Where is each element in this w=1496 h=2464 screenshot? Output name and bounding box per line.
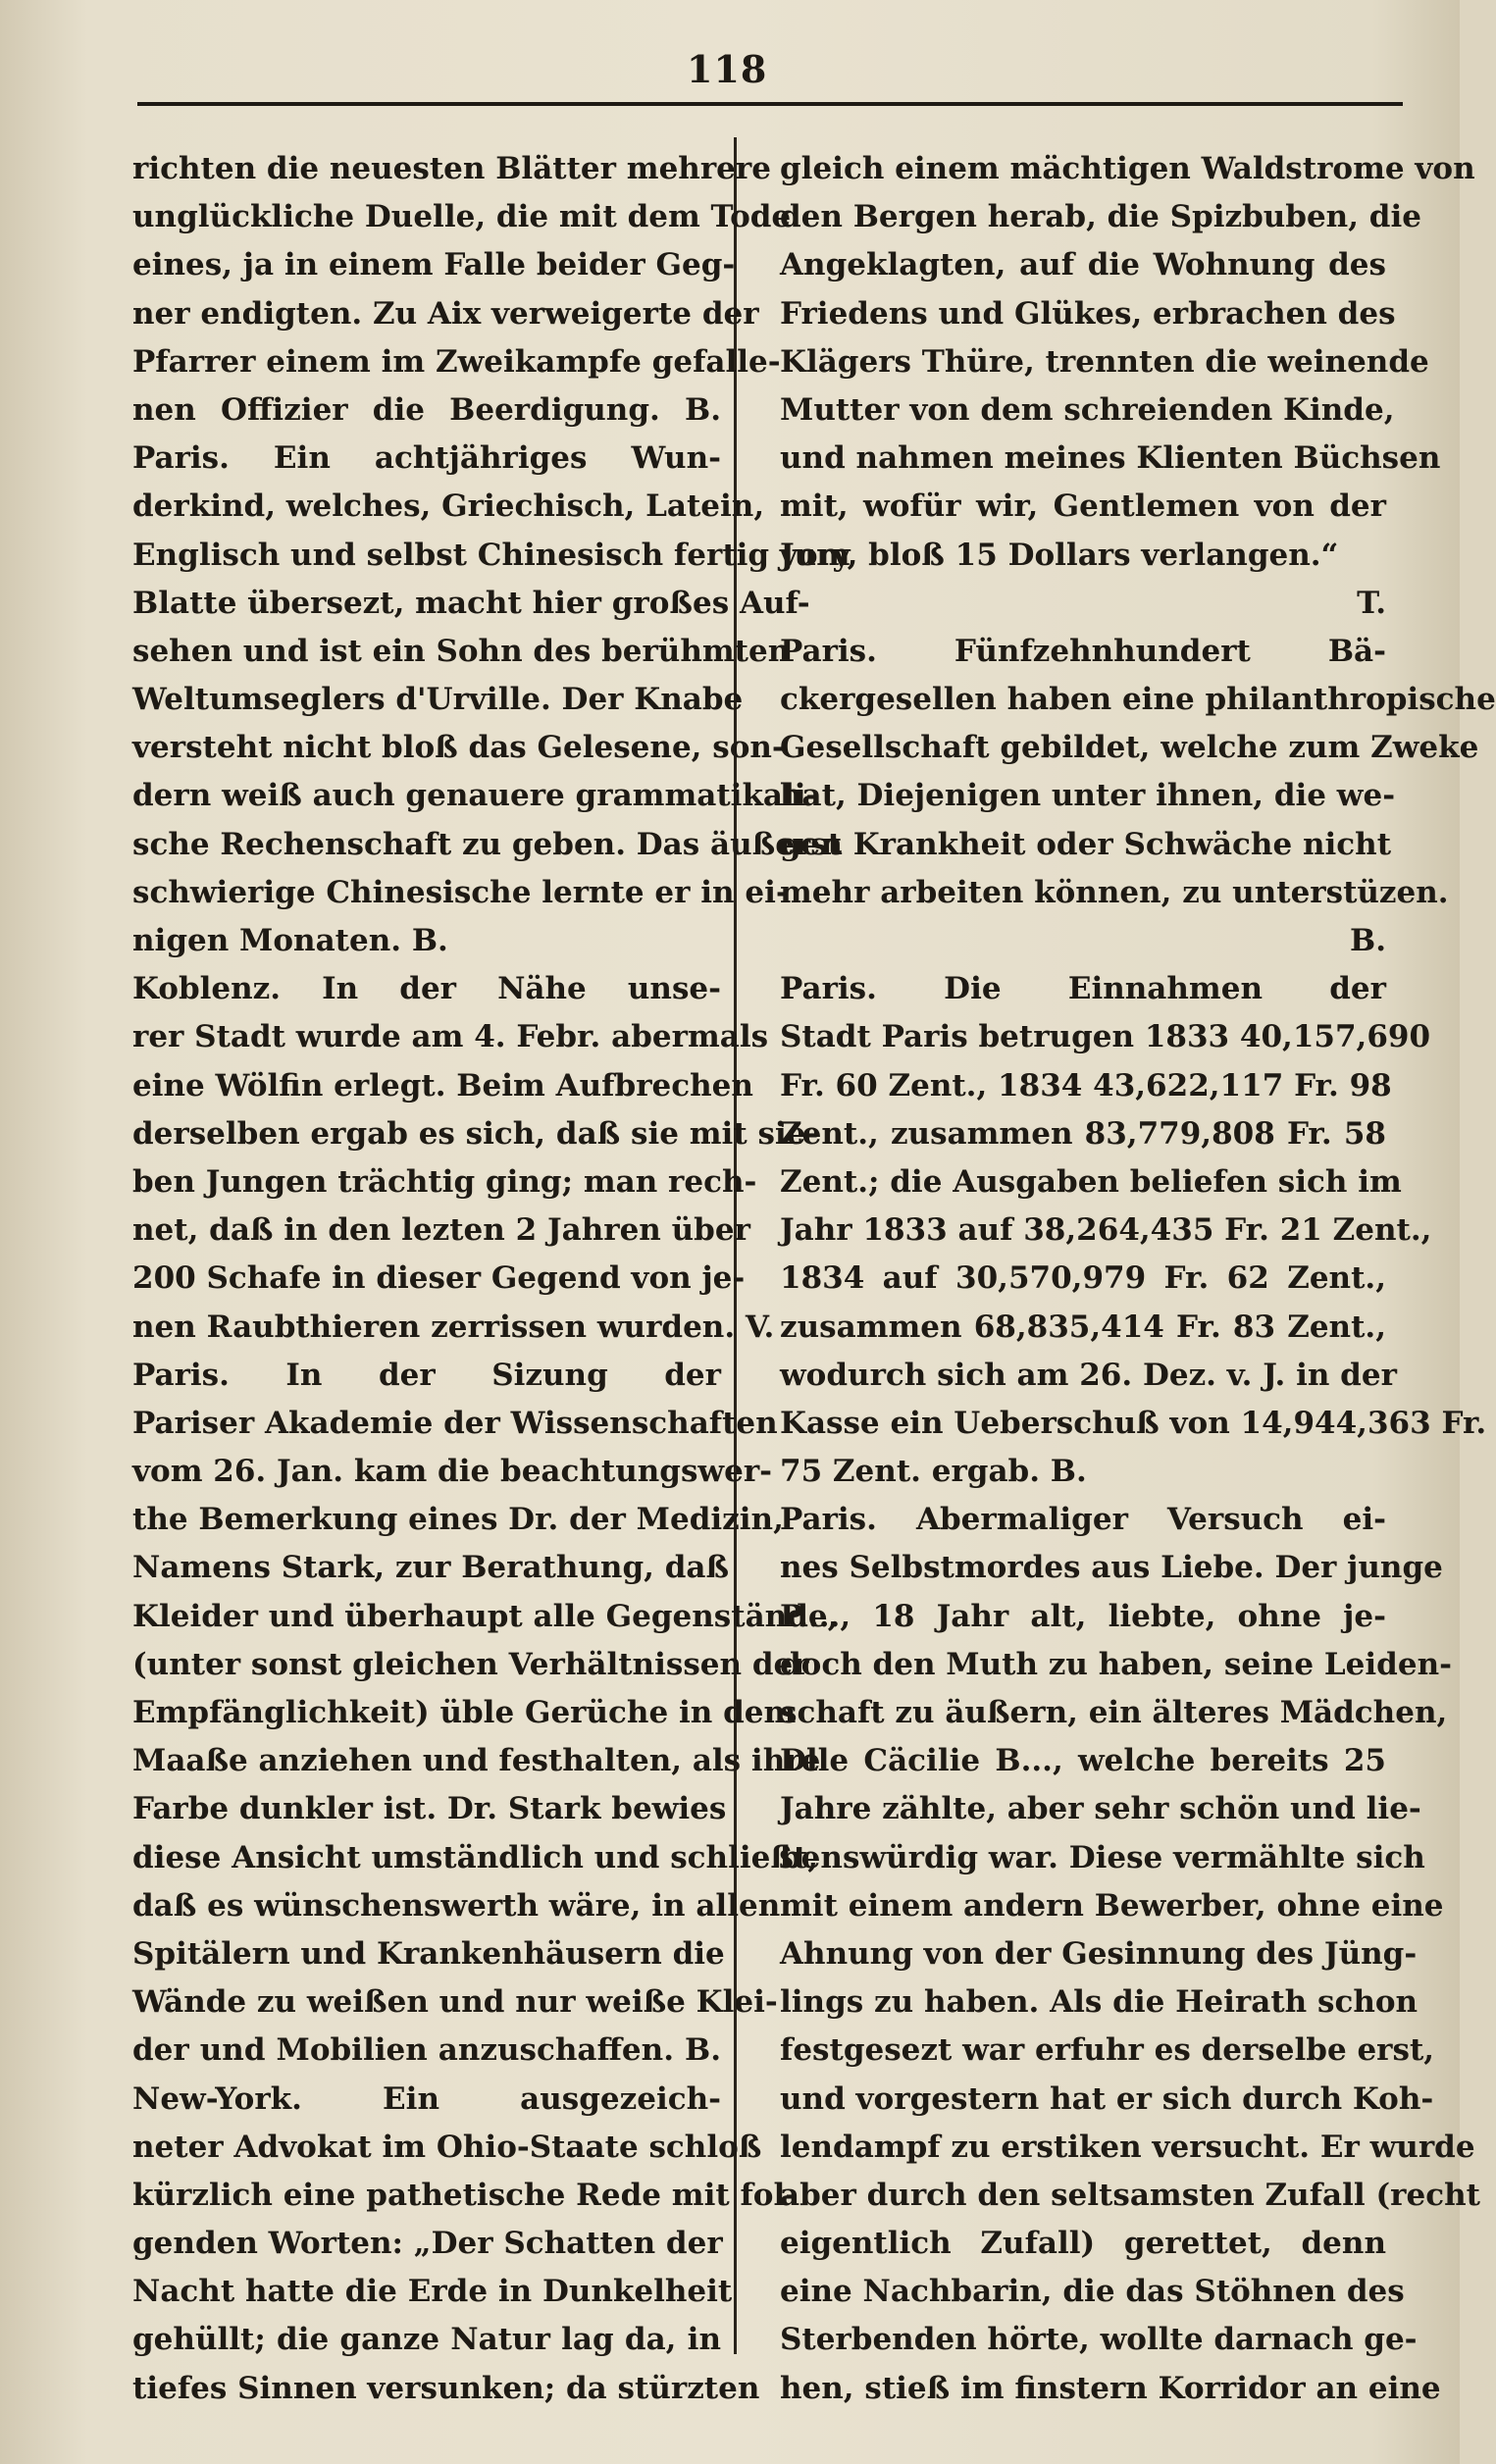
text-line: und vorgestern hat er sich durch Koh- [780,2080,1434,2117]
text-line: Pariser Akademie der Wissenschaften [132,1405,778,1441]
text-line: unglückliche Duelle, die mit dem Tode [132,199,792,235]
text-line: mit, wofür wir, Gentlemen von der [780,488,1386,525]
text-line: ner endigten. Zu Aix verweigerte der [132,295,759,332]
text-line: zusammen 68,835,414 Fr. 83 Zent., [780,1309,1386,1345]
text-line: wodurch sich am 26. Dez. v. J. in der [780,1357,1397,1393]
text-line: Jahr 1833 auf 38,264,435 Fr. 21 Zent., [780,1212,1432,1249]
text-line: eines, ja in einem Falle beider Geg- [132,247,736,283]
text-line: gehüllt; die ganze Natur lag da, in [132,2322,721,2358]
text-line: hen, stieß im finstern Korridor an eine [780,2370,1441,2406]
text-line: nen Raubthieren zerrissen wurden. V. [132,1309,775,1345]
text-line: schwierige Chinesische lernte er in ei- [132,874,789,910]
text-line: doch den Muth zu haben, seine Leiden- [780,1646,1452,1682]
text-line: 1834 auf 30,570,979 Fr. 62 Zent., [780,1260,1386,1297]
text-line: Zent.; die Ausgaben beliefen sich im [780,1163,1402,1200]
text-line: eigentlich Zufall) gerettet, denn [780,2226,1386,2262]
text-line: (unter sonst gleichen Verhältnissen der [132,1646,809,1682]
text-line: gen Krankheit oder Schwäche nicht [780,826,1392,862]
text-line: Maaße anziehen und festhalten, als ihre [132,1743,821,1779]
text-line: derselben ergab es sich, daß sie mit sie- [132,1115,819,1152]
text-line: B. [1350,923,1386,958]
text-line: Paris. Fünfzehnhundert Bä- [780,633,1386,669]
text-line: Spitälern und Krankenhäusern die [132,1935,725,1972]
text-line: the Bemerkung eines Dr. der Medizin, [132,1502,784,1538]
text-line: neter Advokat im Ohio-Staate schloß [132,2129,762,2165]
text-line: derkind, welches, Griechisch, Latein, [132,488,765,525]
text-line: vom 26. Jan. kam die beachtungswer- [132,1454,773,1490]
text-line: eine Nachbarin, die das Stöhnen des [780,2274,1405,2310]
text-line: aber durch den seltsamsten Zufall (recht [780,2177,1480,2213]
text-line: eine Wölfin erlegt. Beim Aufbrechen [132,1067,753,1104]
text-line: Zent., zusammen 83,779,808 Fr. 58 [780,1115,1386,1152]
text-line: den Bergen herab, die Spizbuben, die [780,199,1421,235]
header-rule [137,102,1403,106]
text-line: sche Rechenschaft zu geben. Das äußerst [132,826,843,862]
text-line: net, daß in den lezten 2 Jahren über [132,1212,750,1249]
text-line: Mutter von dem schreienden Kinde, [780,391,1395,428]
text-line: T. [1357,585,1386,621]
text-line: hat, Diejenigen unter ihnen, die we- [780,778,1396,814]
text-line: Dlle Cäcilie B..., welche bereits 25 [780,1743,1386,1779]
text-line: nen Offizier die Beerdigung. B. [132,391,721,428]
text-line: Jury, bloß 15 Dollars verlangen.“ [780,537,1339,573]
text-line: Paris. Ein achtjähriges Wun- [132,440,721,477]
text-line: gleich einem mächtigen Waldstrome von [780,151,1475,186]
text-line: Farbe dunkler ist. Dr. Stark bewies [132,1791,727,1827]
right-column [780,145,1496,2413]
text-line: Blatte übersezt, macht hier großes Auf- [132,585,810,621]
text-line: nigen Monaten. B. [132,923,448,958]
text-line: Friedens und Glükes, erbrachen des [780,295,1396,332]
text-line: Jahre zählte, aber sehr schön und lie- [780,1791,1421,1827]
text-line: der und Mobilien anzuschaffen. B. [132,2032,721,2069]
text-line: versteht nicht bloß das Gelesene, son- [132,730,785,766]
text-line: Pfarrer einem im Zweikampfe gefalle- [132,343,781,380]
text-line: nes Selbstmordes aus Liebe. Der junge [780,1550,1443,1586]
text-line: schaft zu äußern, ein älteres Mädchen, [780,1695,1448,1730]
text-line: Fr. 60 Zent., 1834 43,622,117 Fr. 98 [780,1067,1392,1104]
text-line: Englisch und selbst Chinesisch fertig vom [132,537,851,573]
text-line: Kasse ein Ueberschuß von 14,944,363 Fr. [780,1405,1487,1441]
text-line: Stadt Paris betrugen 1833 40,157,690 [780,1019,1431,1055]
text-line: Paris. Die Einnahmen der [780,971,1386,1007]
text-line: Wände zu weißen und nur weiße Klei- [132,1984,778,2021]
text-line: rer Stadt wurde am 4. Febr. abermals [132,1019,769,1055]
text-line: genden Worten: „Der Schatten der [132,2226,723,2262]
text-line: Ahnung von der Gesinnung des Jüng- [780,1935,1418,1972]
text-line: festgesezt war erfuhr es derselbe erst, [780,2032,1435,2069]
text-line: 75 Zent. ergab. B. [780,1454,1087,1490]
text-line: Namens Stark, zur Berathung, daß [132,1550,730,1586]
text-line: Koblenz. In der Nähe unse- [132,971,721,1007]
text-line: New-York. Ein ausgezeich- [132,2080,721,2117]
text-line: und nahmen meines Klienten Büchsen [780,440,1441,477]
text-line: Paris. Abermaliger Versuch ei- [780,1502,1386,1538]
text-line: 200 Schafe in dieser Gegend von je- [132,1260,746,1297]
text-line: Sterbenden hörte, wollte darnach ge- [780,2322,1418,2358]
text-line: P...., 18 Jahr alt, liebte, ohne je- [780,1598,1386,1634]
text-line: Angeklagten, auf die Wohnung des [780,247,1386,283]
text-line: kürzlich eine pathetische Rede mit fol- [132,2177,799,2213]
text-line: ben Jungen trächtig ging; man rech- [132,1163,757,1200]
text-line: Klägers Thüre, trennten die weinende [780,343,1429,380]
text-line: Weltumseglers d'Urville. Der Knabe [132,682,744,718]
text-line: lings zu haben. Als die Heirath schon [780,1984,1419,2021]
text-line: Gesellschaft gebildet, welche zum Zweke [780,730,1479,766]
text-line: mit einem andern Bewerber, ohne eine [780,1887,1444,1924]
text-line: lendampf zu erstiken versucht. Er wurde [780,2129,1475,2165]
text-line: diese Ansicht umständlich und schließt, [132,1839,819,1875]
text-line: dern weiß auch genauere grammatikali- [132,778,819,814]
text-line: Empfänglichkeit) üble Gerüche in dem [132,1695,797,1730]
text-line: Paris. In der Sizung der [132,1357,721,1393]
text-line: tiefes Sinnen versunken; da stürzten [132,2370,760,2406]
left-column [132,145,851,2413]
text-line: daß es wünschenswerth wäre, in allen [132,1887,781,1924]
text-line: mehr arbeiten können, zu unterstüzen. [780,874,1449,910]
text-line: richten die neuesten Blätter mehrere [132,151,771,186]
text-line: Nacht hatte die Erde in Dunkelheit [132,2274,733,2310]
text-line: sehen und ist ein Sohn des berühmten [132,633,791,669]
text-line: Kleider und überhaupt alle Gegenstände, [132,1598,839,1634]
page-number: 118 [687,47,768,91]
text-line: benswürdig war. Diese vermählte sich [780,1839,1425,1875]
text-line: ckergesellen haben eine philanthropische [780,682,1496,718]
